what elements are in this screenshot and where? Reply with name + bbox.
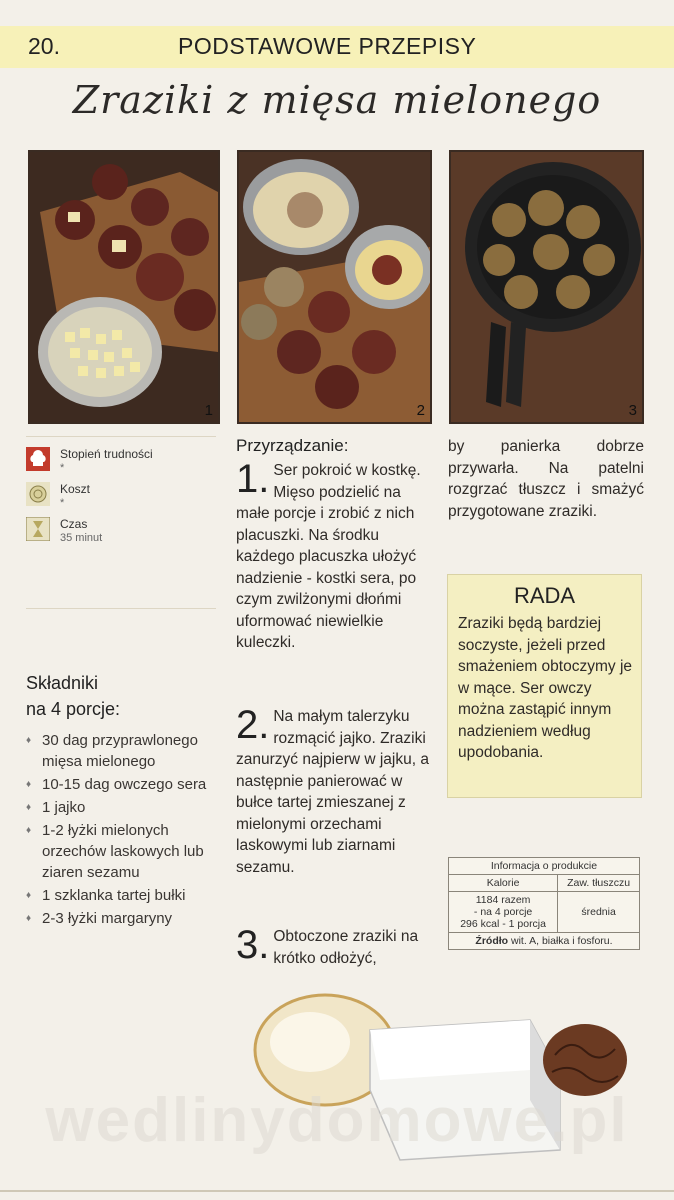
tip-title: RADA [513, 583, 576, 608]
ingredient-item: ♦ 1 jajko [26, 797, 216, 818]
step-number: 1. [236, 457, 270, 501]
cost-label: Koszt [60, 482, 91, 496]
time-row [26, 514, 216, 547]
nutrition-header: Informacja o produkcie [449, 858, 640, 875]
ingredients-list [26, 730, 216, 929]
watermark: wedlinydomowe.pl [45, 1086, 629, 1155]
section-title: PODSTAWOWE PRZEPISY [178, 33, 477, 59]
calories-header: Kalorie [449, 875, 558, 892]
ingredients-section [26, 670, 216, 931]
cost-value: * [60, 497, 65, 509]
calories-portions: - na 4 porcje [473, 906, 533, 918]
ingredient-item: ♦ 30 dag przyprawlonego mięsa mielonego [26, 730, 216, 772]
step-text: Ser pokroić w kostkę. Mięso podzielić na małe porcje i zrobić z nich placuszki. Na środku każdego placuszka ułożyć nadzienie - kostki sera, po czym zwilżonymi dłońmi uformować niewielkie kuleczki. [236, 462, 421, 651]
page-number: 20. [28, 33, 60, 59]
cost-row [26, 479, 216, 512]
time-value: 35 minut [60, 532, 103, 544]
ingredient-item: ♦ 1-2 łyżki mielonych orzechów laskowych lub ziaren sezamu [26, 820, 216, 883]
source-text: wit. A, białka i fosforu. [511, 935, 613, 947]
difficulty-value: * [60, 462, 65, 474]
recipe-meta [26, 444, 216, 549]
step-text: Obtoczone zraziki na krótko odłożyć, [273, 928, 419, 967]
preparation-heading: Przyrządzanie: [236, 436, 349, 455]
coin-icon [26, 482, 50, 506]
tip-text: Zraziki będą bardziej soczyste, jeżeli przed smażeniem obtoczymy je w mące. Ser owczy można zastąpić innym nadzieniem według upodobania. [458, 615, 633, 761]
step-number: 2. [236, 703, 270, 747]
photo-step-3 [449, 150, 644, 424]
ingredients-title: Składniki [26, 673, 99, 693]
photo-step-1 [28, 150, 220, 424]
divider [26, 436, 216, 437]
photo-step-2 [237, 150, 432, 424]
ingredients-subtitle: na 4 porcje: [26, 699, 121, 719]
step-2 [236, 703, 430, 878]
bottom-divider [0, 1190, 674, 1192]
source-label: Źródło [475, 935, 509, 947]
step-text: Na małym talerzyku rozmącić jajko. Zraziki zanurzyć najpierw w jajku, a następnie panierować w bułce tartej zmieszanej z mielonymi orzechami laskowymi lub ziarnami sezamu. [236, 708, 429, 876]
calories-per-portion: 296 kcal - 1 porcja [460, 918, 546, 930]
tip-box [447, 574, 642, 798]
difficulty-row [26, 444, 216, 477]
step-1 [236, 457, 430, 654]
photo-number: 3 [628, 402, 637, 419]
photo-number: 1 [204, 402, 213, 419]
step-3 [236, 923, 430, 969]
step-3-continuation: by panierka dobrze przywarła. Na patelni rozgrzać tłuszcz i smażyć przygotowane zraziki. [448, 438, 644, 520]
calories-total: 1184 razem [475, 894, 531, 906]
ingredient-item: ♦ 1 szklanka tartej bułki [26, 885, 216, 906]
difficulty-label: Stopień trudności [60, 447, 153, 461]
step-number: 3. [236, 923, 270, 967]
fat-header: Zaw. tłuszczu [558, 875, 640, 892]
ingredient-item: ♦ 10-15 dag owczego sera [26, 774, 216, 795]
calories-value [449, 892, 558, 933]
ingredient-item: ♦ 2-3 łyżki margaryny [26, 908, 216, 929]
nutrition-source [449, 933, 640, 950]
photo-number: 2 [416, 402, 425, 419]
time-label: Czas [60, 517, 88, 531]
hourglass-icon [26, 517, 50, 541]
nutrition-table [448, 857, 640, 950]
fat-value: średnia [558, 892, 640, 933]
recipe-title: Zraziki z mięsa mielonego [72, 78, 602, 122]
divider [26, 608, 216, 609]
chef-hat-icon [26, 447, 50, 471]
